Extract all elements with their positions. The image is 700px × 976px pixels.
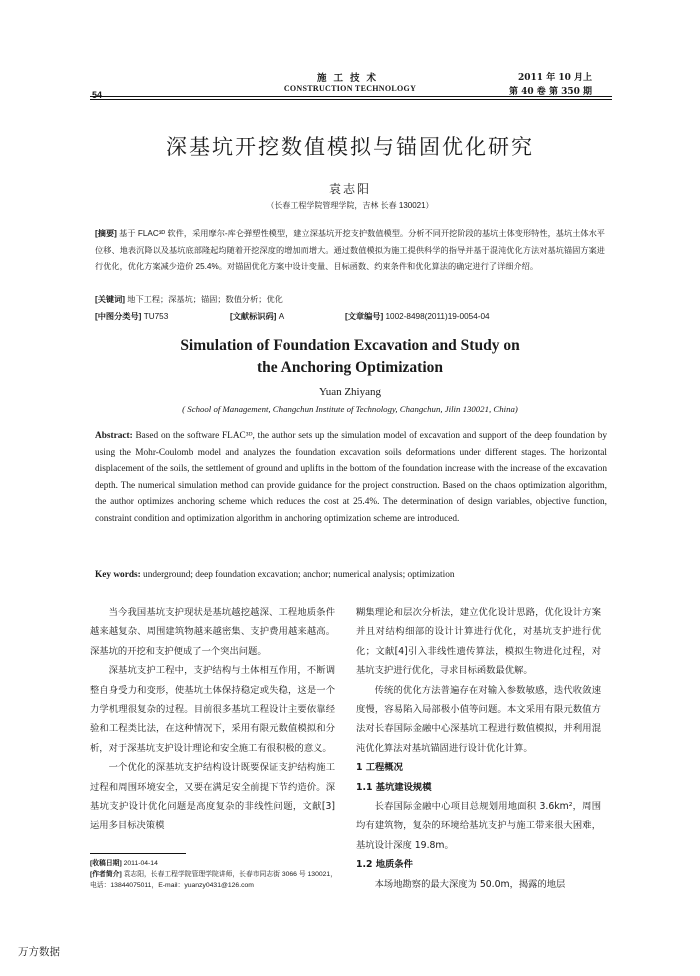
abstract-cn: [95, 226, 605, 276]
classification-row: [95, 309, 605, 326]
author-en: Yuan Zhiyang: [318, 386, 381, 398]
keywords-en-text: underground; deep foundation excavation; anchor; numerical analysis; optimization: [143, 570, 455, 580]
footnote-received: [90, 858, 342, 869]
received-label: [收稿日期]: [90, 860, 122, 867]
footnote-author: [90, 869, 342, 891]
header-rule-thin: [90, 99, 612, 100]
journal-name-cn: 施工技术: [316, 73, 383, 84]
paper-title-en: [0, 335, 700, 379]
subsection-heading: 1.1 基坑建设规模: [356, 781, 432, 793]
abstract-en-label: Abstract:: [95, 431, 133, 441]
keywords-cn: [95, 292, 605, 309]
header-rule-thick: [90, 96, 612, 97]
abstract-en-text: Based on the software FLAC³ᴰ, the author sets up the simulation model of excavation and support of the deep foundation by using the Mohr-Coulomb model and analyzes the foundation excavation soils deformations under different stages. The horizontal displacement of the soils, the settlement of ground and uplifts in the bottom of the foundation increase with the increase of the excavation depth. The numerical simulation method can provide guidance for the project construction. Based on the chaos optimization algorithm, the author optimizes anchoring scheme which reduces the cost at 25.4%. The determination of design variables, objective function, constraint condition and optimization algorithm in anchoring optimization scheme are introduced.: [95, 431, 607, 524]
affiliation-en: ( School of Management, Changchun Institute of Technology, Changchun, Jilin 130021, China): [182, 404, 518, 414]
abstract-en: [95, 428, 607, 527]
watermark: 万方数据: [18, 946, 60, 958]
footnote-rule: [90, 853, 186, 854]
abstract-cn-text: 基于 FLAC³ᴰ 软件，采用摩尔-库仑弹塑性模型，建立深基坑开挖支护数值模型。分析不同开挖阶段的基坑土体变形特性，基坑土体水平位移、地表沉降以及基坑底部隆起均随着开挖深度的增加而增大。通过数值模拟为施工提供科学的指导并基于混沌优化方法对基坑锚固方案进行优化，优化方案减少造价 25.4%。对锚固优化方案中设计变量、目标函数、约束条件和优化算法的确定进行了详细介绍。: [95, 229, 605, 271]
volume-issue: 第 40 卷 第 350 期: [509, 87, 592, 97]
body-paragraph: 本场地勘察的最大深度为 50.0m，揭露的地层: [374, 878, 566, 890]
clc-value: TU753: [143, 312, 169, 321]
journal-name-en: CONSTRUCTION TECHNOLOGY: [283, 84, 417, 93]
received-date: 2011-04-14: [123, 860, 158, 867]
keywords-en: [95, 570, 607, 580]
page-number: 54: [92, 90, 103, 100]
abstract-cn-label: [摘要]: [95, 229, 117, 238]
body-paragraph: 当今我国基坑支护现状是基坑越挖越深、工程地质条件越来越复杂、周围建筑物越来越密集、支护费用越来越高。深基坑的开挖和支护便成了一个突出问题。: [90, 607, 335, 657]
paper-title-en-line1: Simulation of Foundation Excavation and Study on: [180, 337, 520, 354]
clc-group: [95, 309, 230, 326]
body-paragraph: 长春国际金融中心项目总规划用地面积 3.6km²，周围均有建筑物，复杂的环境给基坑支护与施工带来很大困难，基坑设计深度 19.8m。: [356, 801, 601, 851]
paper-title-cn: 深基坑开挖数值模拟与锚固优化研究: [166, 135, 534, 159]
doc-code-label: [文献标识码]: [230, 312, 277, 321]
affiliation-cn: （长春工程学院管理学院，吉林 长春 130021）: [266, 201, 434, 210]
doc-code-value: A: [278, 312, 285, 321]
article-number-label: [文章编号]: [345, 312, 384, 321]
author-info-label: [作者简介]: [90, 871, 122, 878]
body-column-left: [90, 603, 335, 836]
keywords-cn-label: [关键词]: [95, 295, 126, 304]
article-number-group: [345, 309, 490, 326]
section-heading: 1 工程概况: [356, 762, 403, 774]
author-cn: 袁志阳: [328, 182, 371, 196]
body-column-right: [356, 603, 601, 894]
body-paragraph: 一个优化的深基坑支护结构设计既要保证支护结构施工过程和周围环境安全，又要在满足安全前提下节约造价。深基坑支护设计优化问题是高度复杂的非线性问题，文献[3]运用多目标决策模: [90, 762, 335, 832]
footnote: [90, 858, 342, 891]
body-paragraph: 深基坑支护工程中，支护结构与土体相互作用，不断调整自身受力和变形，使基坑土体保持稳定或失稳，这是一个力学机理很复杂的过程。目前很多基坑工程设计主要依靠经验和工程类比法，在这种情况下，采用有限元数值模拟和分析，对于深基坑支护设计理论和安全施工有很积极的意义。: [90, 665, 335, 754]
article-number-value: 1002-8498(2011)19-0054-04: [385, 312, 490, 321]
author-info: 袁志阳，长春工程学院管理学院讲师，长春市同志街 3066 号 130021，电话：13844075011，E-mail：yuanzy0431@126.com: [90, 871, 337, 889]
body-paragraph: 传统的优化方法普遍存在对输入参数敏感，迭代收敛速度慢，容易陷入局部极小值等问题。本文采用有限元数值方法对长春国际金融中心深基坑工程进行数值模拟，并利用混沌优化算法对基坑锚固进行设计优化计算。: [356, 684, 601, 754]
doc-code-group: [230, 309, 345, 326]
clc-label: [中图分类号]: [95, 312, 142, 321]
keywords-en-label: Key words:: [95, 570, 141, 580]
subsection-heading: 1.2 地质条件: [356, 859, 413, 871]
keywords-cn-text: 地下工程；深基坑；锚固；数值分析；优化: [127, 295, 283, 304]
paper-title-en-line2: the Anchoring Optimization: [256, 359, 443, 376]
body-paragraph: 糊集理论和层次分析法，建立优化设计思路，优化设计方案并且对结构细部的设计计算进行优化，对基坑支护进行优化；文献[4]引入非线性遗传算法，模拟生物进化过程，对基坑支护进行优化，寻求目标函数最优解。: [356, 607, 601, 677]
issue-date: 2011 年 10 月上: [518, 73, 592, 83]
